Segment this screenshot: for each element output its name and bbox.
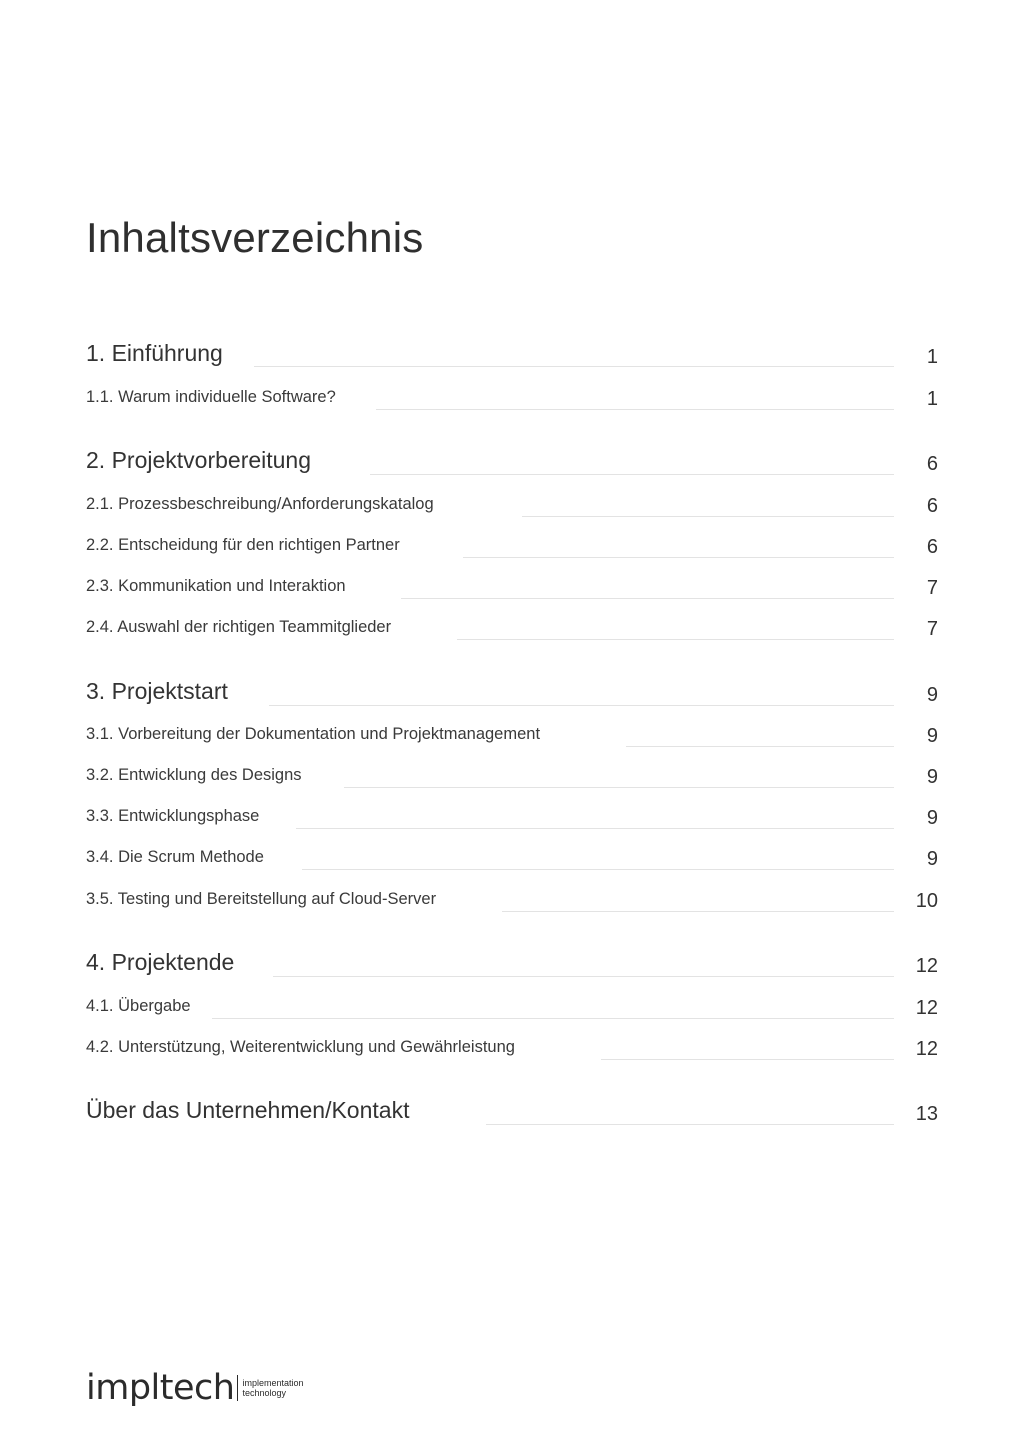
toc-entry[interactable] bbox=[86, 1097, 940, 1133]
toc-entry-label: 3.3. Entwicklungsphase bbox=[86, 807, 269, 826]
toc-leader-line bbox=[212, 1018, 894, 1019]
toc-entry[interactable] bbox=[86, 844, 940, 880]
toc-page-number: 1 bbox=[926, 388, 938, 410]
toc-page-number: 9 bbox=[926, 725, 938, 747]
logo-tagline-line1: implementation bbox=[242, 1378, 304, 1388]
toc-entry[interactable] bbox=[86, 886, 940, 922]
toc-entry[interactable] bbox=[86, 614, 940, 650]
toc-leader-line bbox=[502, 911, 894, 912]
toc-page-number: 12 bbox=[915, 997, 938, 1019]
toc-entry-label: 3.2. Entwicklung des Designs bbox=[86, 766, 312, 785]
toc-entry-label: 3.1. Vorbereitung der Dokumentation und Projektmanagement bbox=[86, 725, 550, 744]
toc-leader-line bbox=[486, 1124, 894, 1125]
toc-leader-line bbox=[344, 787, 894, 788]
toc-entry[interactable] bbox=[86, 340, 940, 376]
toc-leader-line bbox=[457, 639, 894, 640]
toc-page-number: 13 bbox=[915, 1103, 938, 1125]
toc-entry-label: 1.1. Warum individuelle Software? bbox=[86, 388, 346, 407]
toc-leader-line bbox=[401, 598, 894, 599]
toc-leader-line bbox=[254, 366, 894, 367]
toc-entry-label: 4.2. Unterstützung, Weiterentwicklung und Gewährleistung bbox=[86, 1038, 525, 1057]
toc-entry-label: 3. Projektstart bbox=[86, 678, 238, 705]
toc-leader-line bbox=[601, 1059, 894, 1060]
toc-page-number: 6 bbox=[926, 453, 938, 475]
toc-page-number: 7 bbox=[926, 577, 938, 599]
toc-entry[interactable] bbox=[86, 762, 940, 798]
toc-entry-label: 4. Projektende bbox=[86, 949, 244, 976]
toc-entry[interactable] bbox=[86, 384, 940, 420]
toc-entry[interactable] bbox=[86, 949, 940, 985]
toc-leader-line bbox=[302, 869, 894, 870]
toc-entry-label: 3.5. Testing und Bereitstellung auf Cloud-Server bbox=[86, 890, 446, 909]
toc-leader-line bbox=[522, 516, 894, 517]
toc-page-number: 9 bbox=[926, 848, 938, 870]
toc-page-number: 12 bbox=[915, 955, 938, 977]
logo-divider bbox=[237, 1375, 238, 1401]
logo-tagline bbox=[242, 1378, 303, 1398]
toc-entry-label: 2.4. Auswahl der richtigen Teammitglieder bbox=[86, 618, 401, 637]
toc-leader-line bbox=[463, 557, 894, 558]
toc-page-number: 9 bbox=[926, 684, 938, 706]
toc-page-number: 10 bbox=[915, 890, 938, 912]
toc-leader-line bbox=[376, 409, 894, 410]
toc-entry[interactable] bbox=[86, 491, 940, 527]
toc-entry-label: 1. Einführung bbox=[86, 340, 233, 367]
logo-wordmark: impltech bbox=[86, 1368, 235, 1408]
toc-leader-line bbox=[296, 828, 894, 829]
toc-page-number: 9 bbox=[926, 766, 938, 788]
toc-entry[interactable] bbox=[86, 1034, 940, 1070]
toc-entry[interactable] bbox=[86, 721, 940, 757]
toc-entry-label: 3.4. Die Scrum Methode bbox=[86, 848, 274, 867]
toc-leader-line bbox=[626, 746, 894, 747]
toc-entry-label: 2.2. Entscheidung für den richtigen Partner bbox=[86, 536, 410, 555]
page-title: Inhaltsverzeichnis bbox=[86, 214, 424, 261]
toc-page-number: 7 bbox=[926, 618, 938, 640]
toc-entry-label: 4.1. Übergabe bbox=[86, 997, 201, 1016]
toc-leader-line bbox=[273, 976, 894, 977]
toc-entry[interactable] bbox=[86, 993, 940, 1029]
logo-tagline-line2: technology bbox=[242, 1388, 286, 1398]
toc-page-number: 12 bbox=[915, 1038, 938, 1060]
toc-entry[interactable] bbox=[86, 447, 940, 483]
toc-page-number: 6 bbox=[926, 536, 938, 558]
toc-entry-label: 2.1. Prozessbeschreibung/Anforderungskatalog bbox=[86, 495, 444, 514]
toc-entry[interactable] bbox=[86, 678, 940, 714]
toc-entry-label: 2. Projektvorbereitung bbox=[86, 447, 321, 474]
toc-page-number: 9 bbox=[926, 807, 938, 829]
toc-page-number: 1 bbox=[926, 346, 938, 368]
toc-entry-label: 2.3. Kommunikation und Interaktion bbox=[86, 577, 356, 596]
toc-entry[interactable] bbox=[86, 803, 940, 839]
toc-entry[interactable] bbox=[86, 532, 940, 568]
toc-entry[interactable] bbox=[86, 573, 940, 609]
toc-page-number: 6 bbox=[926, 495, 938, 517]
toc-leader-line bbox=[269, 705, 894, 706]
company-logo bbox=[86, 1366, 303, 1410]
toc-entry-label: Über das Unternehmen/Kontakt bbox=[86, 1097, 419, 1124]
toc-leader-line bbox=[370, 474, 894, 475]
